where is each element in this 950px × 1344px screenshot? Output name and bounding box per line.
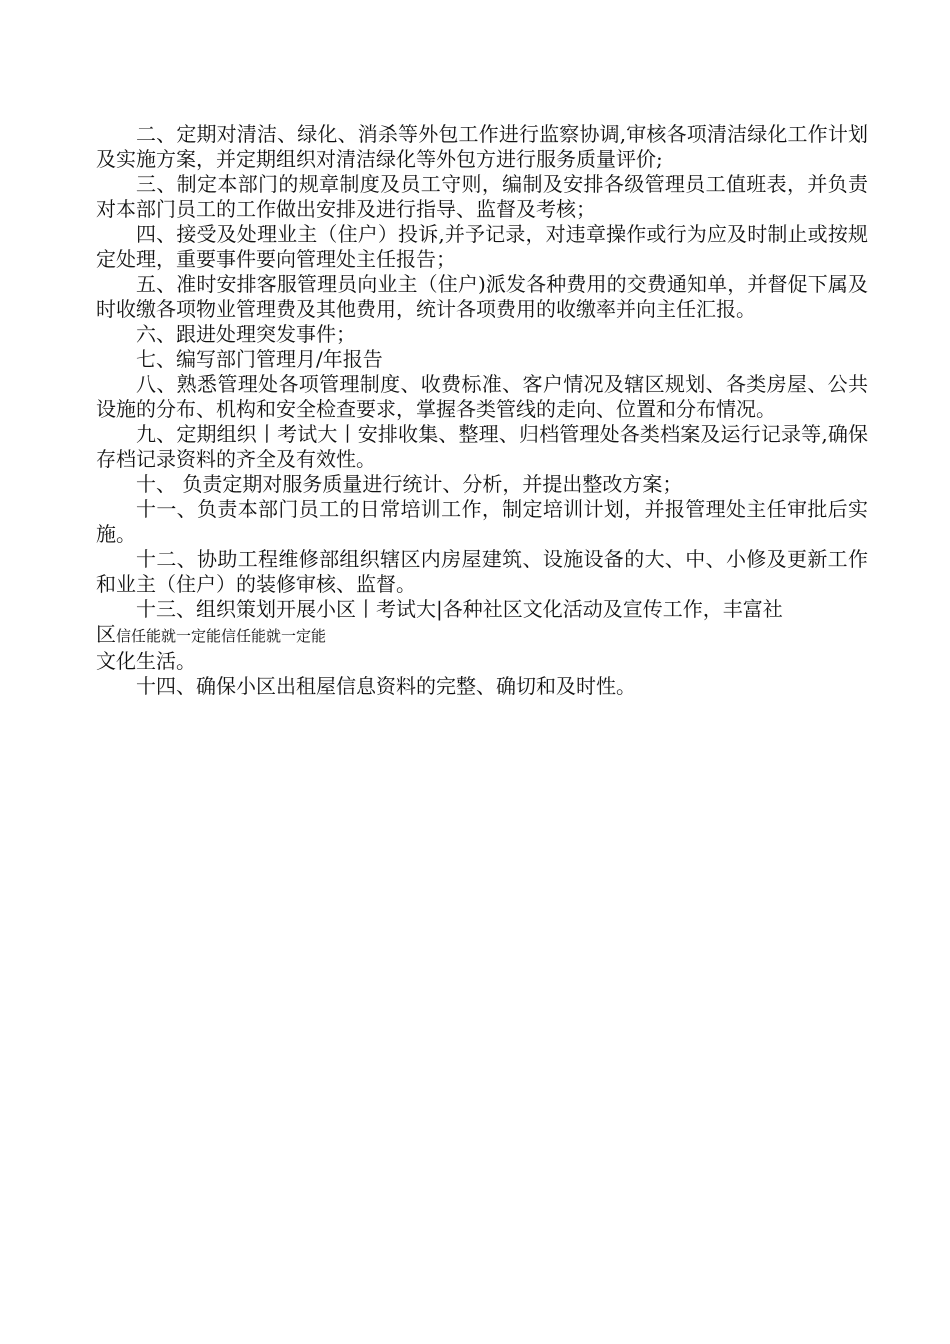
split-line-lead: 区 [96,622,116,646]
paragraph-12: 十二、协助工程维修部组织辖区内房屋建筑、设施设备的大、中、小修及更新工作和业主（住户）的装修审核、监督。 [96,547,868,596]
paragraph-9: 九、定期组织丨考试大丨安排收集、整理、归档管理处各类档案及运行记录等,确保存档记录资料的齐全及有效性。 [96,422,868,471]
paragraph-5: 五、准时安排客服管理员向业主（住户)派发各种费用的交费通知单，并督促下属及时收缴各项物业管理费及其他费用，统计各项费用的收缴率并向主任汇报。 [96,272,868,321]
document-body [96,122,868,699]
paragraph-4: 四、接受及处理业主（住户）投诉,并予记录，对违章操作或行为应及时制止或按规定处理，重要事件要向管理处主任报告； [96,222,868,271]
paragraph-3: 三、制定本部门的规章制度及员工守则，编制及安排各级管理员工值班表，并负责对本部门员工的工作做出安排及进行指导、监督及考核； [96,172,868,221]
paragraph-13: 十三、组织策划开展小区丨考试大|各种社区文化活动及宣传工作，丰富社 [136,597,783,621]
paragraph-7: 七、编写部门管理月/年报告 [136,347,383,371]
paragraph-11: 十一、负责本部门员工的日常培训工作，制定培训计划，并报管理处主任审批后实施。 [96,497,868,546]
paragraph-8: 八、熟悉管理处各项管理制度、收费标准、客户情况及辖区规划、各类房屋、公共设施的分布、机构和安全检查要求，掌握各类管线的走向、位置和分布情况。 [96,372,868,421]
inserted-text: 信任能就一定能信任能就一定能 [116,627,327,645]
split-line [96,622,868,649]
paragraph-13-continuation: 文化生活。 [96,649,196,673]
paragraph-6: 六、跟进处理突发事件； [136,322,356,346]
paragraph-10: 十、 负责定期对服务质量进行统计、分析，并提出整改方案； [136,472,683,496]
paragraph-14: 十四、确保小区出租屋信息资料的完整、确切和及时性。 [136,674,636,698]
paragraph-2: 二、定期对清洁、绿化、消杀等外包工作进行监察协调,审核各项清洁绿化工作计划及实施方案，并定期组织对清洁绿化等外包方进行服务质量评价; [96,122,868,171]
